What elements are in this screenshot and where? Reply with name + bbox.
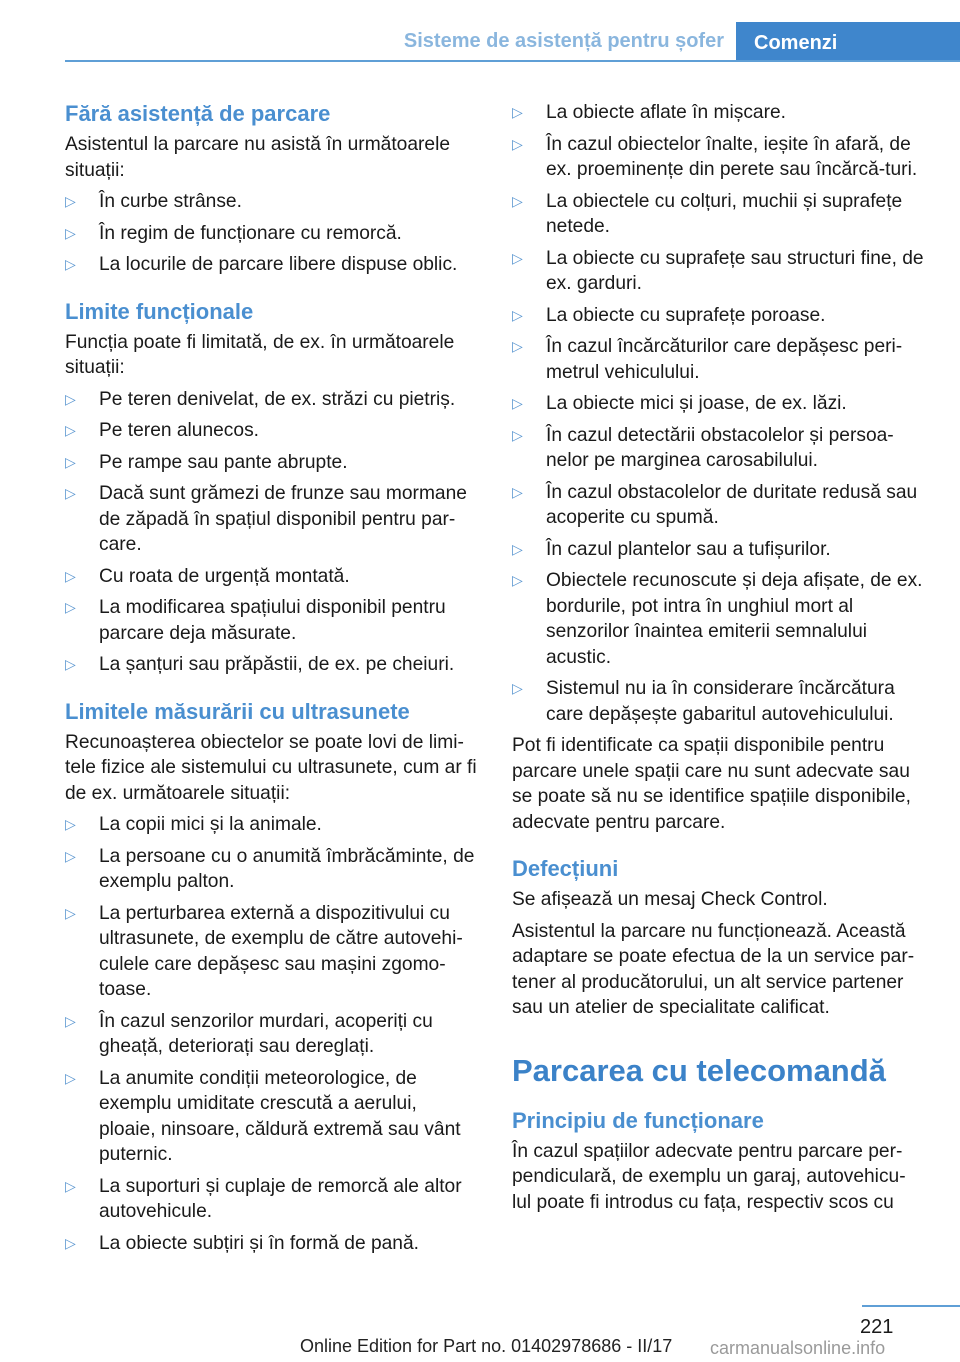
bullet-triangle-icon: ▷ [512,306,523,323]
list-item-text: În curbe strânse. [99,191,242,212]
list-item-text: La obiecte aflate în mișcare. [546,102,786,123]
bullet-triangle-icon: ▷ [65,816,76,832]
list-item [65,221,477,247]
list-item [512,480,924,531]
list-item [512,100,924,126]
list-item-text: În cazul încărcăturilor care depășesc peri-metrul vehiculului. [546,336,903,383]
list-item [65,189,477,215]
bullet-triangle-icon: ▷ [65,847,76,864]
list-item [65,844,477,895]
bullet-triangle-icon: ▷ [65,390,76,407]
bullet-triangle-icon: ▷ [65,1177,76,1194]
list-item-text: La modificarea spațiului disponibil pentru parcare deja măsurate. [99,597,446,644]
list-item [65,450,477,476]
list-item [65,1231,477,1257]
list-item-text: La obiectele cu colțuri, muchii și suprafețe netede. [546,190,903,237]
header-rule [65,60,960,62]
right-column [512,100,924,1221]
bullet-triangle-icon: ▷ [512,540,523,557]
paragraph: Pot fi identificate ca spații disponibile pentru parcare unele spații care nu sunt adecvate sau se poate să nu se identifice spațiile disponibile, adecvate pentru parcare. [512,735,911,833]
left-column [65,100,477,1262]
bullet-triangle-icon: ▷ [65,1234,76,1251]
bullet-triangle-icon: ▷ [512,192,523,209]
list-item-text: Pe teren denivelat, de ex. străzi cu pietriș. [99,388,456,410]
list-item [65,595,477,646]
list-item-text: La obiecte cu suprafețe sau structuri fine, de ex. garduri. [546,247,924,294]
list-item [65,252,477,278]
list-item-text: La copii mici și la animale. [99,814,322,835]
bullet-triangle-icon: ▷ [512,135,523,152]
bullet-triangle-icon: ▷ [512,249,523,266]
section-intro: Funcția poate fi limitată, de ex. în următoarele situații: [65,331,455,378]
list-item-text: În cazul obstacolelor de duritate redusă sau acoperite cu spumă. [546,481,918,528]
bullet-triangle-icon: ▷ [65,224,76,241]
paragraph: Se afișează un mesaj Check Control. [512,889,828,910]
bullet-triangle-icon: ▷ [65,422,76,438]
list-item-text: În cazul detectării obstacolelor și persoa-nelor pe marginea carosabilului. [546,424,894,471]
list-item-text: La perturbarea externă a dispozitivului cu ultrasunete, de exemplu de către autovehi-culele care depășesc sau mașini zgomo-toase. [99,902,463,1000]
watermark: carmanualsonline.info [710,1338,886,1358]
list-item-text: Pe teren alunecos. [99,420,260,441]
list-item [65,1009,477,1060]
chapter-title-remote-parking: Parcarea cu telecomandă [512,1052,886,1088]
bullet-triangle-icon: ▷ [512,483,523,500]
list-item [65,387,477,413]
bullet-triangle-icon: ▷ [512,395,523,411]
list-item [65,812,477,838]
bullet-triangle-icon: ▷ [65,567,76,584]
list-item [65,564,477,590]
list-item-text: La locurile de parcare libere dispuse oblic. [99,254,458,275]
list-item [65,1174,477,1225]
bullet-triangle-icon: ▷ [65,656,76,672]
bullet-triangle-icon: ▷ [65,1012,76,1029]
list-item-text: În cazul senzorilor murdari, acoperiți cu gheață, deteriorați sau dereglați. [99,1010,433,1057]
list-item [512,676,924,727]
paragraph: Asistentul la parcare nu funcționează. Această adaptare se poate efectua de la un service par-tener al producătorului, un alt service partener sau un atelier de specialitate calificat. [512,920,915,1018]
bullet-triangle-icon: ▷ [65,599,76,615]
list-item-text: La suporturi și cuplaje de remorcă ale altor autovehicule. [99,1175,462,1222]
list-item [512,303,924,329]
list-item [512,423,924,474]
list-item [512,189,924,240]
list-item-text: Pe rampe sau pante abrupte. [99,451,348,473]
section-title-operating-principle: Principiu de funcționare [512,1107,764,1133]
section-title-ultrasound-limits: Limitele măsurării cu ultrasunete [65,698,410,724]
running-header-section: Sisteme de asistență pentru șofer [403,30,724,52]
list-item [65,481,477,558]
bullet-list [65,387,477,678]
list-item [65,1066,477,1168]
section-title-malfunctions: Defecțiuni [512,856,619,881]
bullet-triangle-icon: ▷ [512,572,523,588]
list-item-text: La anumite condiții meteorologice, de exemplu umiditate crescută a aerului, ploaie, ninsoare, căldură extremă sau vânt puternic. [99,1067,461,1165]
footer-rule [862,1305,960,1307]
list-item [512,246,924,297]
bullet-triangle-icon: ▷ [512,426,523,443]
paragraph: În cazul spațiilor adecvate pentru parcare per-pendiculară, de exemplu un garaj, autovehicu-lul poate fi introdus cu fața, respectiv scos cu [512,1140,906,1213]
list-item [65,901,477,1003]
section-intro: Recunoașterea obiectelor se poate lovi de limi-tele fizice ale sistemului cu ultrasunete, cum ar fi de ex. următoarele situații: [65,731,477,804]
list-item-text: La obiecte subțiri și în formă de pană. [99,1232,419,1254]
list-item-text: În regim de funcționare cu remorcă. [99,222,402,244]
list-item-text: La persoane cu o anumită îmbrăcăminte, de exemplu palton. [99,845,475,892]
section-title-functional-limits: Limite funcționale [65,298,254,324]
page-number: 221 [860,1316,894,1338]
section-intro: Asistentul la parcare nu asistă în următoarele situații: [65,134,451,181]
list-item [65,418,477,444]
list-item [512,568,924,670]
list-item-text: Obiectele recunoscute și deja afișate, de ex. bordurile, pot intra în unghiul mort al senzorilor înaintea emiterii semnalului acustic. [546,570,923,668]
bullet-triangle-icon: ▷ [512,338,523,354]
bullet-list [65,189,477,278]
list-item-text: La obiecte cu suprafețe poroase. [546,304,826,326]
list-item-text: Sistemul nu ia în considerare încărcătura care depășește gabaritul autovehiculului. [546,678,895,725]
bullet-triangle-icon: ▷ [65,1069,76,1086]
bullet-triangle-icon: ▷ [65,453,76,470]
section-title-no-parking-assist: Fără asistență de parcare [65,101,331,126]
bullet-triangle-icon: ▷ [65,193,76,209]
running-header-tab: Comenzi [736,22,960,62]
list-item [512,537,924,563]
bullet-triangle-icon: ▷ [512,104,523,120]
list-item-text: În cazul plantelor sau a tufișurilor. [546,538,831,560]
bullet-list [65,812,477,1256]
bullet-triangle-icon: ▷ [65,256,76,272]
edition-footer: Online Edition for Part no. 01402978686 - II/17 [300,1336,673,1356]
list-item-text: Cu roata de urgență montată. [99,565,350,587]
list-item-text: La șanțuri sau prăpăstii, de ex. pe cheiuri. [99,654,455,675]
list-item [512,334,924,385]
list-item-text: La obiecte mici și joase, de ex. lăzi. [546,393,847,414]
list-item-text: Dacă sunt grămezi de frunze sau mormane de zăpadă în spațiul disponibil pentru par-care. [99,483,467,555]
list-item [65,652,477,678]
list-item-text: În cazul obiectelor înalte, ieșite în afară, de ex. proeminențe din perete sau încărcă-turi. [546,133,918,180]
bullet-triangle-icon: ▷ [65,904,76,921]
list-item [512,391,924,417]
bullet-list [512,100,924,727]
bullet-triangle-icon: ▷ [512,680,523,696]
bullet-triangle-icon: ▷ [65,485,76,501]
list-item [512,132,924,183]
